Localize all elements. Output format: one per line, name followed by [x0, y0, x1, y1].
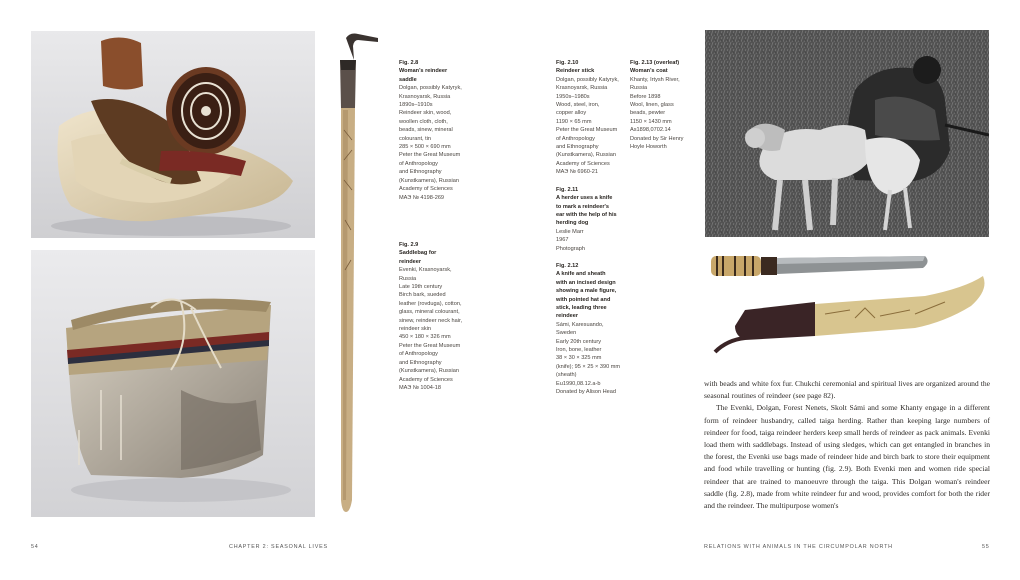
- running-head-right: RELATIONS WITH ANIMALS IN THE CIRCUMPOLAR NORTH: [704, 544, 893, 550]
- caption-line: Russia: [399, 275, 417, 282]
- caption-title: Fig. 2.8: [399, 60, 419, 66]
- caption-title: Fig. 2.11: [556, 186, 579, 193]
- caption-line: of Anthropology: [399, 351, 438, 358]
- caption-line: 1890s–1910s: [399, 102, 433, 109]
- caption-line: Donated by Sir Henry: [630, 135, 684, 142]
- caption-line: Iron, bone, leather: [556, 347, 602, 353]
- caption-line: 1967: [556, 237, 569, 244]
- caption-line: Wool, linen, glass: [630, 102, 674, 109]
- caption-line: beads, pewter: [630, 110, 666, 117]
- page-number-right: 55: [982, 544, 990, 550]
- caption-line: Academy of Sciences: [556, 160, 610, 167]
- caption-line: Peter the Great Museum: [399, 342, 461, 349]
- caption-line: Wood, steel, iron,: [556, 102, 600, 109]
- caption-line: glass, mineral colourant,: [399, 309, 460, 316]
- caption-line: Peter the Great Museum: [399, 152, 461, 159]
- caption-line: Academy of Sciences: [399, 376, 453, 383]
- caption-line: 285 × 500 × 690 mm: [399, 144, 451, 151]
- caption-line: woollen cloth, cloth,: [399, 118, 448, 125]
- caption-line: 1150 × 1430 mm: [630, 118, 672, 125]
- caption-fig-2-10: [556, 59, 628, 396]
- caption-title: A herder uses a knife: [556, 195, 613, 202]
- caption-title: Fig. 2.9: [399, 242, 419, 248]
- caption-title: to mark a reindeer's: [556, 203, 609, 210]
- caption-line: Dolgan, possibly Katyryk,: [399, 85, 462, 92]
- body-paragraph: with beads and white fox fur. Chukchi ceremonial and spiritual lives are organized around the seasonal routines of reindeer (see page 82).: [704, 379, 990, 401]
- caption-title: stick, leading three: [556, 304, 607, 311]
- caption-line: (Kunstkamera), Russian: [399, 177, 459, 184]
- knife-and-sheath-photo: [705, 244, 989, 362]
- caption-line: Krasnoyarsk, Russia: [399, 93, 451, 100]
- caption-title: with pointed hat and: [556, 296, 611, 303]
- caption-line: Before 1898: [630, 93, 661, 100]
- caption-line: As1898,0702.14: [630, 127, 671, 134]
- caption-fig-2-13: [630, 59, 702, 151]
- caption-line: (Kunstkamera), Russian: [556, 152, 616, 159]
- caption-title: Woman's reindeer: [399, 68, 448, 75]
- saddlebag-photo: [31, 250, 315, 517]
- caption-title: with an incised design: [556, 279, 616, 286]
- caption-line: Evenki, Krasnoyarsk,: [399, 267, 452, 274]
- caption-line: beads, sinew, mineral: [399, 127, 453, 134]
- caption-line: Peter the Great Museum: [556, 127, 618, 134]
- caption-line: Donated by Alison Head: [556, 389, 617, 396]
- caption-line: Dolgan, possibly Katyryk,: [556, 76, 619, 83]
- caption-title: Fig. 2.10: [556, 60, 579, 66]
- caption-line: and Ethnography: [399, 169, 442, 176]
- caption-line: (knife); 95 × 25 × 390 mm: [556, 363, 621, 370]
- caption-title: Reindeer stick: [556, 68, 595, 75]
- caption-line: МАЭ № 4198-269: [399, 194, 445, 201]
- saddle-photo: [31, 31, 315, 238]
- caption-title: A knife and sheath: [556, 271, 606, 278]
- caption-line: Reindeer skin, wood,: [399, 110, 452, 117]
- caption-line: Khanty, Irtysh River,: [630, 76, 680, 83]
- caption-title: Fig. 2.12: [556, 262, 579, 269]
- caption-fig-2-9: [399, 241, 509, 392]
- caption-title: reindeer: [399, 258, 422, 265]
- body-text: [704, 378, 990, 512]
- reindeer-stick-photo: [328, 30, 384, 518]
- caption-line: Leslie Marr: [556, 228, 584, 235]
- caption-line: 1190 × 65 mm: [556, 118, 592, 125]
- caption-line: МАЭ № 1004-18: [399, 384, 441, 391]
- caption-line: reindeer skin: [399, 326, 432, 333]
- caption-title: reindeer: [556, 313, 579, 320]
- caption-line: of Anthropology: [556, 135, 595, 142]
- running-head-left: CHAPTER 2: SEASONAL LIVES: [229, 544, 328, 550]
- caption-line: Sámi, Karesuando,: [556, 321, 604, 328]
- caption-line: Birch bark, sueded: [399, 292, 446, 299]
- caption-line: 1950s–1980s: [556, 93, 590, 100]
- caption-line: Photograph: [556, 245, 585, 252]
- caption-line: 38 × 30 × 325 mm: [556, 355, 602, 362]
- caption-title: Woman's coat: [630, 68, 668, 75]
- herder-photo: [705, 30, 989, 237]
- page-number-left: 54: [31, 544, 39, 550]
- caption-line: copper alloy: [556, 110, 587, 117]
- caption-line: Hoyle Howorth: [630, 144, 667, 151]
- caption-line: and Ethnography: [556, 144, 599, 151]
- caption-line: МАЭ № 6960-21: [556, 169, 598, 176]
- caption-line: Academy of Sciences: [399, 186, 453, 193]
- caption-fig-2-8: [399, 59, 509, 202]
- caption-title: ear with the help of his: [556, 211, 617, 218]
- caption-line: Krasnoyarsk, Russia: [556, 85, 608, 92]
- caption-title: saddle: [399, 76, 417, 83]
- caption-line: Russia: [630, 85, 648, 92]
- caption-line: 450 × 180 × 326 mm: [399, 334, 451, 341]
- caption-line: Eu1990,08.12.a-b: [556, 380, 601, 387]
- caption-title: Fig. 2.13 (overleaf): [630, 60, 680, 66]
- caption-title: showing a male figure,: [556, 288, 617, 295]
- caption-line: Sweden: [556, 330, 577, 337]
- body-paragraph: The Evenki, Dolgan, Forest Nenets, Skolt Sámi and some Khanty engage in a different form of reindeer husbandry, called taiga herding. Rather than keeping large numbers of reindeer for food, taiga reindeer herders keep small herds of reindeer as pack animals. Evenki load them with saddlebags. Instead of using sledges, which can get entangled in branches in the forest, the Evenki use bags made of reindeer hide and birch bark to store their equipment and food while travelling or hunting (fig. 2.9). Both Evenki men and women ride special reindeer that are trained to manoeuvre through the taiga. This Dolgan woman's reindeer saddle (fig. 2.8), made from white reindeer fur and wood, provides comfort for both the rider and the reindeer. The multipurpose women's: [704, 403, 990, 511]
- caption-title: herding dog: [556, 220, 589, 227]
- caption-title: Saddlebag for: [399, 250, 437, 257]
- caption-line: leather (rovdugа), cotton,: [399, 300, 462, 307]
- caption-line: Early 20th century: [556, 338, 602, 345]
- caption-line: Late 19th century: [399, 284, 443, 291]
- caption-line: and Ethnography: [399, 359, 442, 366]
- caption-line: sinew, reindeer neck hair,: [399, 317, 463, 324]
- caption-line: (Kunstkamera), Russian: [399, 368, 459, 375]
- caption-line: (sheath): [556, 372, 577, 379]
- caption-line: of Anthropology: [399, 160, 438, 167]
- caption-line: colourant, tin: [399, 135, 432, 142]
